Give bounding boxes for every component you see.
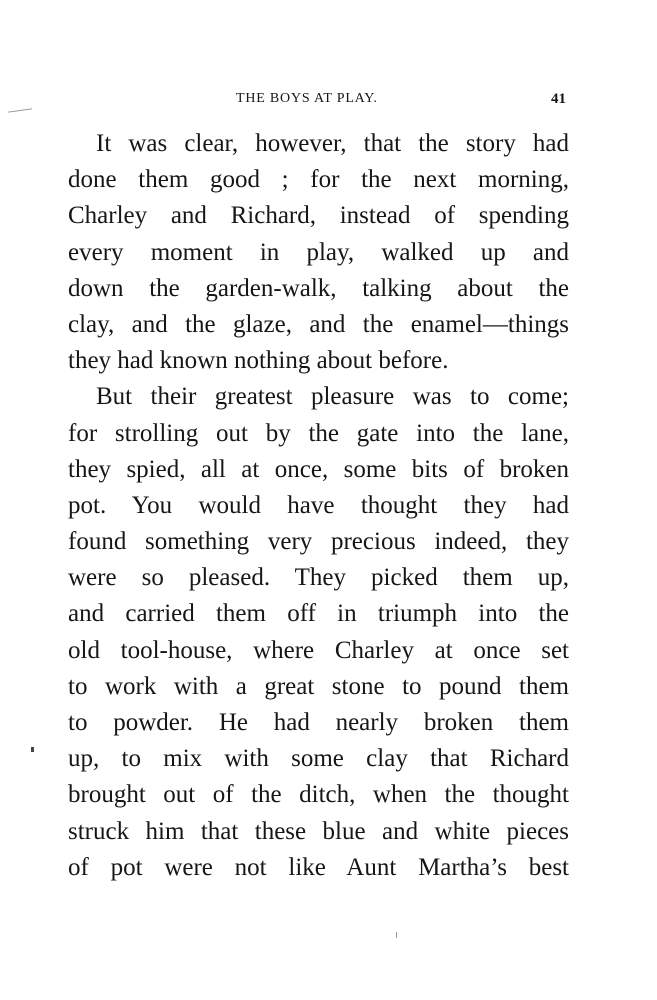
text-line: struck him that these blue and white pieces bbox=[68, 817, 569, 845]
text-line: every moment in play, walked up and bbox=[68, 238, 569, 266]
text-line: It was clear, however, that the story had bbox=[96, 130, 569, 157]
paragraph bbox=[68, 379, 569, 886]
running-header bbox=[0, 88, 657, 110]
page-number: 41 bbox=[551, 91, 566, 107]
text-line: Charley and Richard, instead of spending bbox=[68, 202, 569, 230]
text-line: for strolling out by the gate into the lane, bbox=[68, 419, 569, 447]
text-line: were so pleased. They picked them up, bbox=[68, 564, 569, 592]
text-line: to work with a great stone to pound them bbox=[68, 672, 569, 700]
text-line: up, to mix with some clay that Richard bbox=[68, 745, 569, 773]
text-line: clay, and the glaze, and the enamel—things bbox=[68, 310, 569, 338]
text-line: old tool-house, where Charley at once set bbox=[68, 636, 569, 664]
text-line: pot. You would have thought they had bbox=[68, 491, 569, 519]
margin-mark bbox=[31, 747, 34, 752]
body-text bbox=[68, 126, 569, 886]
text-line: But their greatest pleasure was to come; bbox=[96, 383, 569, 411]
text-line: they spied, all at once, some bits of broken bbox=[68, 455, 569, 483]
text-line: found something very precious indeed, they bbox=[68, 528, 569, 556]
margin-mark bbox=[396, 932, 397, 938]
text-line: they had known nothing about before. bbox=[68, 347, 449, 375]
text-line: done them good ; for the next morning, bbox=[68, 166, 569, 194]
text-line: down the garden-walk, talking about the bbox=[68, 274, 569, 302]
text-line: and carried them off in triumph into the bbox=[68, 600, 569, 628]
text-line: to powder. He had nearly broken them bbox=[68, 709, 569, 736]
paragraph bbox=[68, 126, 569, 379]
text-line: brought out of the ditch, when the thought bbox=[68, 781, 569, 809]
text-line: of pot were not like Aunt Martha’s best bbox=[68, 853, 569, 881]
running-title: THE BOYS AT PLAY. bbox=[236, 91, 378, 106]
